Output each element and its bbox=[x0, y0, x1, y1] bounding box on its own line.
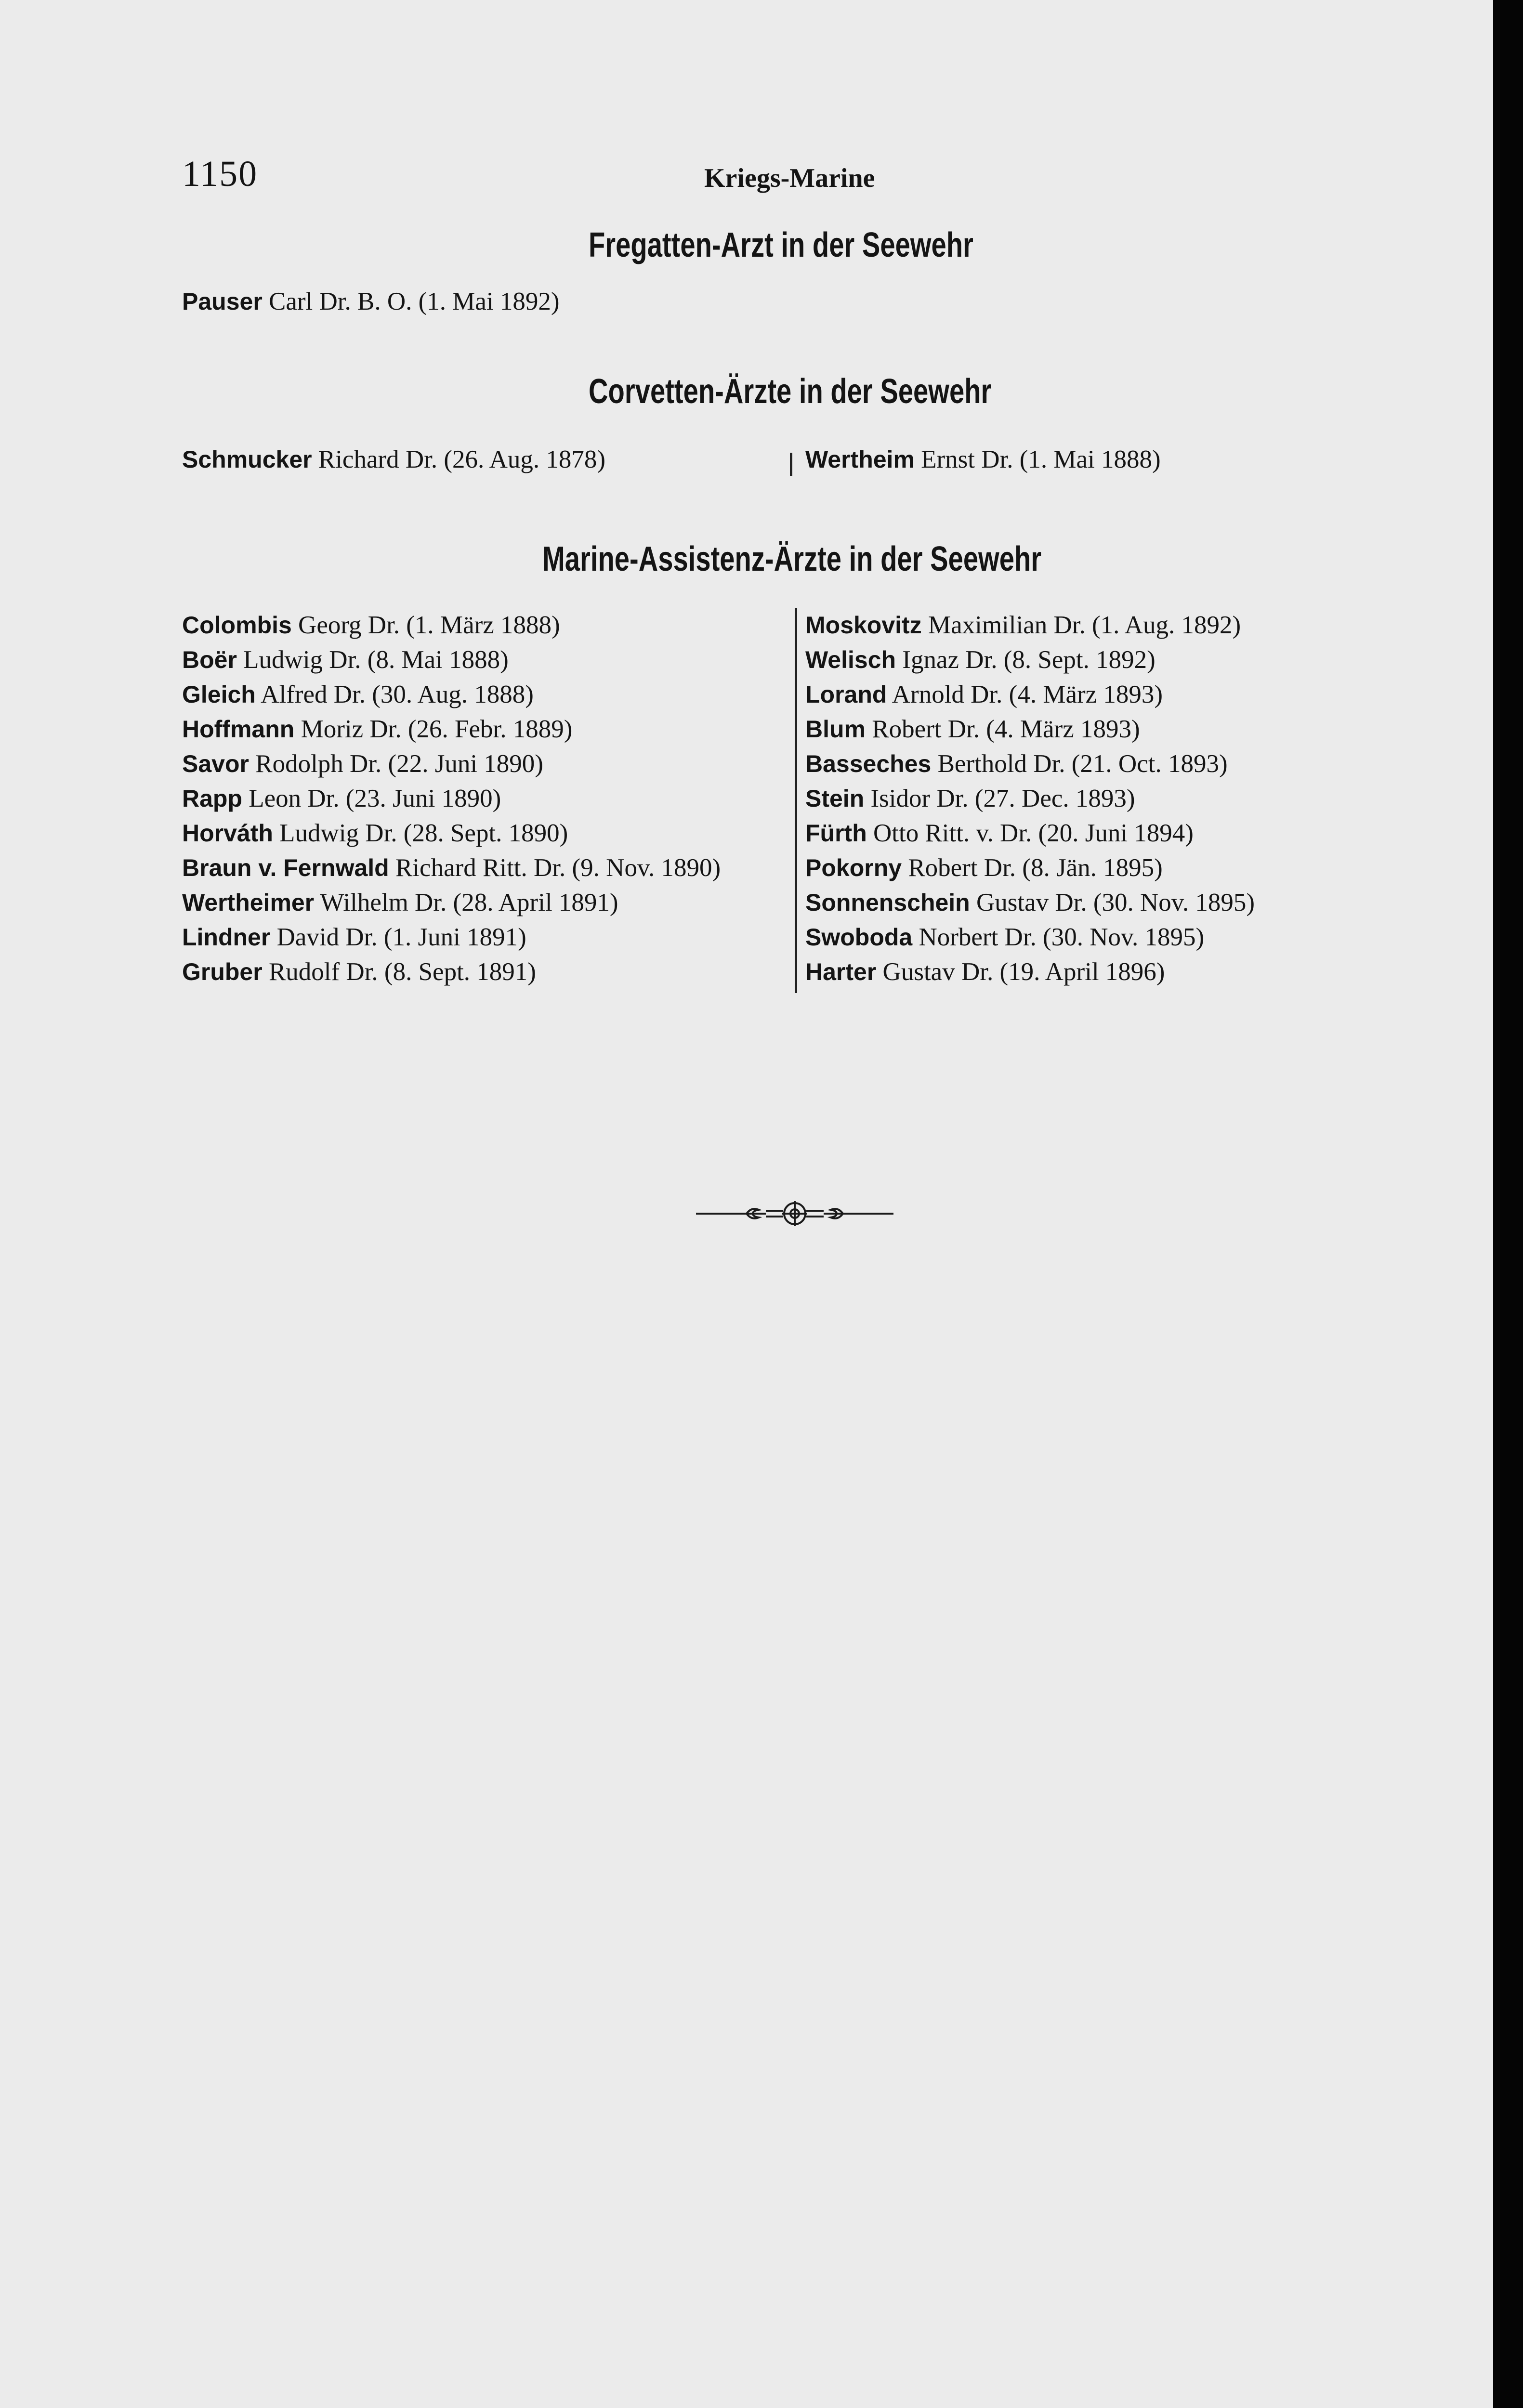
list-item bbox=[182, 642, 721, 677]
entry-surname: Harter bbox=[805, 958, 877, 985]
list-item bbox=[182, 885, 721, 920]
entry-details: Ignaz Dr. (8. Sept. 1892) bbox=[902, 646, 1155, 674]
list-item bbox=[182, 712, 721, 746]
entry-surname: Colombis bbox=[182, 612, 292, 639]
list-item bbox=[182, 955, 721, 989]
entry-details: Carl Dr. B. O. (1. Mai 1892) bbox=[269, 288, 560, 315]
list-item bbox=[182, 608, 721, 642]
entry-surname: Lorand bbox=[805, 681, 887, 708]
entry-surname: Moskovitz bbox=[805, 612, 922, 639]
column-divider bbox=[790, 453, 792, 476]
entry-details: Otto Ritt. v. Dr. (20. Juni 1894) bbox=[873, 819, 1194, 847]
entry-surname: Lindner bbox=[182, 924, 271, 951]
entry-details: Ludwig Dr. (8. Mai 1888) bbox=[243, 646, 509, 674]
entry-surname: Wertheimer bbox=[182, 889, 315, 916]
left-column bbox=[182, 608, 721, 989]
entry-details: Robert Dr. (8. Jän. 1895) bbox=[908, 854, 1163, 882]
entry-details: Gustav Dr. (30. Nov. 1895) bbox=[976, 889, 1255, 916]
running-head: Kriegs-Marine bbox=[704, 163, 875, 193]
entry-details: Georg Dr. (1. März 1888) bbox=[298, 611, 560, 639]
entry-details: Leon Dr. (23. Juni 1890) bbox=[249, 785, 501, 812]
list-item bbox=[805, 851, 1255, 885]
column-divider bbox=[795, 608, 797, 993]
entry-surname: Swoboda bbox=[805, 924, 913, 951]
entry-surname: Gruber bbox=[182, 958, 263, 985]
entry-details: Rudolf Dr. (8. Sept. 1891) bbox=[268, 958, 536, 986]
entry-details: Gustav Dr. (19. April 1896) bbox=[882, 958, 1165, 986]
entry-details: Moriz Dr. (26. Febr. 1889) bbox=[301, 715, 573, 743]
list-item bbox=[805, 920, 1255, 955]
entry-details: Isidor Dr. (27. Dec. 1893) bbox=[870, 785, 1135, 812]
entry-details: Richard Dr. (26. Aug. 1878) bbox=[318, 445, 606, 473]
section-title-marine-assistenz-aerzte: Marine-Assistenz-Ärzte in der Seewehr bbox=[542, 540, 1042, 578]
entry-details: Richard Ritt. Dr. (9. Nov. 1890) bbox=[395, 854, 721, 882]
entry-surname: Fürth bbox=[805, 820, 867, 847]
entry-surname: Sonnenschein bbox=[805, 889, 970, 916]
section-title-corvetten-aerzte: Corvetten-Ärzte in der Seewehr bbox=[589, 372, 992, 411]
list-item bbox=[182, 746, 721, 781]
entry-details: Norbert Dr. (30. Nov. 1895) bbox=[919, 923, 1205, 951]
scan-edge bbox=[1493, 0, 1523, 2408]
list-item bbox=[805, 885, 1255, 920]
list-item bbox=[182, 851, 721, 885]
entry-details: Maximilian Dr. (1. Aug. 1892) bbox=[928, 611, 1241, 639]
entry-surname: Pauser bbox=[182, 288, 263, 315]
list-item bbox=[805, 608, 1255, 642]
list-item bbox=[805, 816, 1255, 851]
list-item bbox=[182, 816, 721, 851]
entry-details: David Dr. (1. Juni 1891) bbox=[276, 923, 526, 951]
entry-surname: Gleich bbox=[182, 681, 256, 708]
entry-surname: Basseches bbox=[805, 750, 932, 777]
entry-surname: Braun v. Fernwald bbox=[182, 854, 389, 881]
entry-surname: Hoffmann bbox=[182, 716, 295, 743]
entry-surname: Stein bbox=[805, 785, 865, 812]
entry-surname: Rapp bbox=[182, 785, 242, 812]
entry-surname: Blum bbox=[805, 716, 866, 743]
entry-wertheim bbox=[805, 442, 1161, 477]
entry-details: Alfred Dr. (30. Aug. 1888) bbox=[261, 681, 534, 708]
typographic-rule-ornament-icon bbox=[694, 1194, 896, 1235]
entry-details: Ludwig Dr. (28. Sept. 1890) bbox=[279, 819, 568, 847]
page-number: 1150 bbox=[182, 154, 258, 194]
entry-surname: Welisch bbox=[805, 646, 896, 673]
list-item bbox=[805, 746, 1255, 781]
entry-details: Arnold Dr. (4. März 1893) bbox=[892, 681, 1163, 708]
entry-surname: Horváth bbox=[182, 820, 273, 847]
right-column bbox=[805, 608, 1255, 989]
list-item bbox=[805, 677, 1255, 712]
entry-details: Berthold Dr. (21. Oct. 1893) bbox=[937, 750, 1228, 778]
list-item bbox=[805, 712, 1255, 746]
entry-details: Rodolph Dr. (22. Juni 1890) bbox=[255, 750, 543, 778]
entry-surname: Boër bbox=[182, 646, 237, 673]
entry-surname: Pokorny bbox=[805, 854, 902, 881]
entry-surname: Wertheim bbox=[805, 446, 915, 473]
list-item bbox=[805, 955, 1255, 989]
entry-surname: Schmucker bbox=[182, 446, 312, 473]
section-title-fregatten-arzt: Fregatten-Arzt in der Seewehr bbox=[589, 226, 973, 264]
entry-details: Robert Dr. (4. März 1893) bbox=[872, 715, 1140, 743]
entry-pauser bbox=[182, 284, 560, 319]
list-item bbox=[182, 677, 721, 712]
entry-details: Ernst Dr. (1. Mai 1888) bbox=[921, 445, 1161, 473]
entry-schmucker bbox=[182, 442, 605, 477]
entry-details: Wilhelm Dr. (28. April 1891) bbox=[320, 889, 618, 916]
list-item bbox=[805, 642, 1255, 677]
list-item bbox=[182, 920, 721, 955]
list-item bbox=[182, 781, 721, 816]
entry-surname: Savor bbox=[182, 750, 249, 777]
list-item bbox=[805, 781, 1255, 816]
